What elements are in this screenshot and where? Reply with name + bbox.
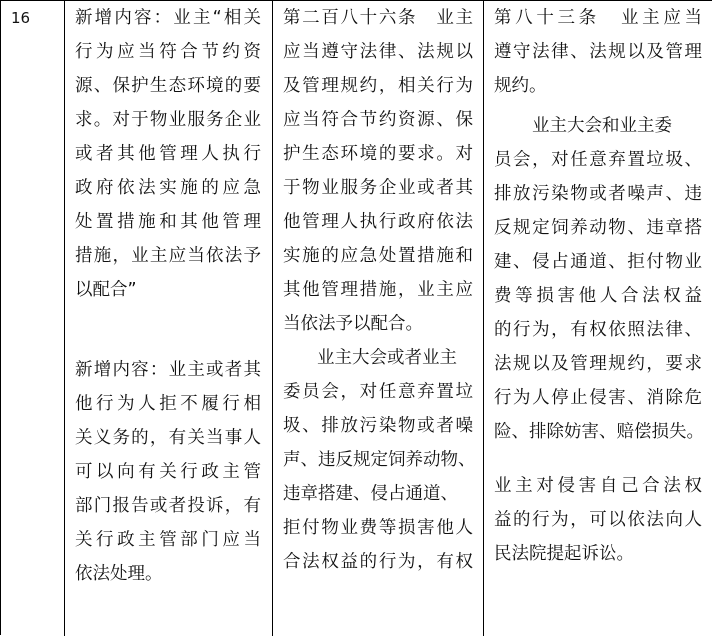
text-line: 以配合” (75, 280, 137, 300)
text-line: 于物业服务企业或者其 (283, 178, 473, 198)
text-line: 益的行为，可以依法向人 (494, 510, 702, 530)
text-line: 依法处理。 (75, 564, 163, 584)
text-line: 业主大会或者业主 (317, 348, 457, 368)
text-line: 实施的应急处置措施和 (283, 246, 473, 266)
text-line: 新增内容：业主“相关 (75, 8, 261, 28)
text-line: 排放污染物或者噪声、违 (494, 184, 702, 204)
text-line: 源、保护生态环境的要 (75, 76, 261, 96)
text-line: 员会，对任意弃置垃圾、 (494, 150, 702, 170)
text-line: 委员会，对任意弃置垃 (283, 382, 473, 402)
text-line: 圾、排放污染物或者噪 (283, 416, 473, 436)
text-line: 费等损害他人合法权益 (494, 286, 702, 306)
text-line: 法规以及管理规约，要求 (494, 354, 702, 374)
text-line: 或者其他管理人执行 (75, 144, 261, 164)
text-line: 可以向有关行政主管 (75, 462, 261, 482)
text-line: 险、排除妨害、赔偿损失。 (494, 422, 704, 442)
property-regulation-cell (484, 1, 712, 636)
text-line: 政府依法实施的应急 (75, 178, 261, 198)
text-line: 应当遵守法律、法规以 (283, 42, 473, 62)
text-line: 业主对侵害自己合法权 (494, 476, 702, 496)
row-number: 16 (11, 9, 31, 27)
text-line: 处置措施和其他管理 (75, 212, 261, 232)
text-line: 遵守法律、法规以及管理 (494, 42, 702, 62)
text-line: 行为应当符合节约资 (75, 42, 261, 62)
text-line: 建、侵占通道、拒付物业 (494, 252, 702, 272)
text-line: 新增内容：业主或者其 (75, 360, 261, 380)
text-line: 及管理规约，相关行为 (283, 76, 473, 96)
text-line: 关行政主管部门应当 (75, 530, 261, 550)
text-line: 第二百八十六条 业主 (283, 8, 473, 28)
text-line: 他行为人拒不履行相 (75, 394, 261, 414)
text-line: 应当符合节约资源、保 (283, 110, 473, 130)
new-content-cell (65, 1, 273, 636)
text-line: 合法权益的行为，有权 (283, 552, 473, 572)
text-line: 部门报告或者投诉，有 (75, 496, 261, 516)
text-line: 业主大会和业主委 (532, 116, 672, 136)
civil-code-cell (273, 1, 484, 636)
text-line: 民法院提起诉讼。 (494, 544, 634, 564)
text-line: 反规定饲养动物、违章搭 (494, 218, 702, 238)
text-line: 第八十三条 业主应当 (494, 8, 702, 28)
text-line: 关义务的，有关当事人 (75, 428, 261, 448)
text-line: 的行为，有权依照法律、 (494, 320, 702, 340)
text-line: 规约。 (494, 76, 547, 96)
text-line: 求。对于物业服务企业 (75, 110, 261, 130)
row-number-cell (1, 1, 65, 636)
text-line: 拒付物业费等损害他人 (283, 518, 473, 538)
text-line: 措施，业主应当依法予 (75, 246, 261, 266)
text-line: 他管理人执行政府依法 (283, 212, 473, 232)
text-line: 护生态环境的要求。对 (283, 144, 473, 164)
text-line: 声、违反规定饲养动物、 (283, 450, 476, 470)
text-line: 行为人停止侵害、消除危 (494, 388, 702, 408)
text-line: 当依法予以配合。 (283, 314, 423, 334)
text-line: 其他管理措施，业主应 (283, 280, 473, 300)
text-line: 违章搭建、侵占通道、 (283, 484, 458, 504)
